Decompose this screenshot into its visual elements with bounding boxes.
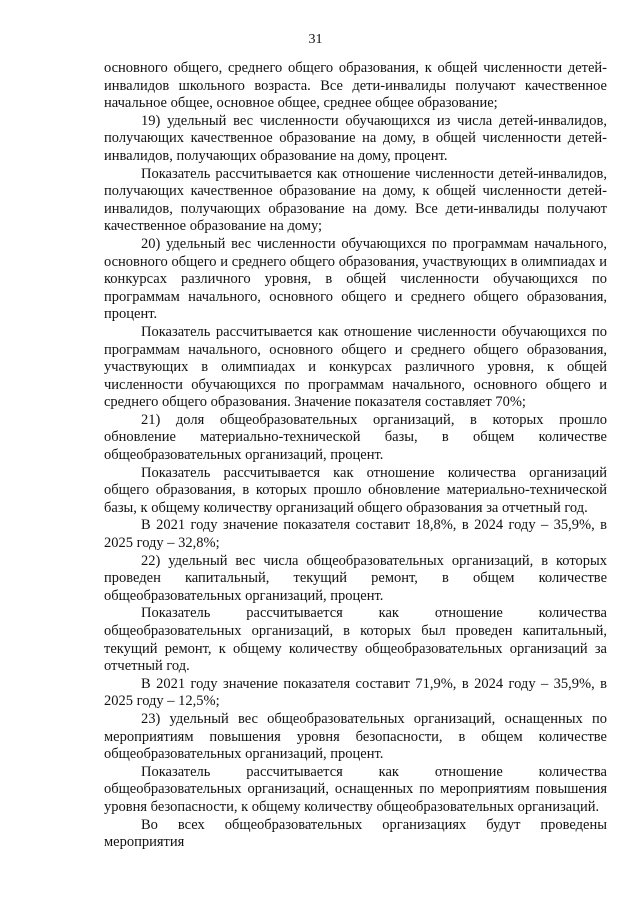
paragraph-item-22: 22) удельный вес числа общеобразовательных организаций, в которых проведен капитальный, текущий ремонт, в общем количестве общеобразовательных организаций, процент. (104, 552, 607, 604)
paragraph-final: Во всех общеобразовательных организациях будут проведены мероприятия (104, 816, 607, 851)
paragraph-item-22-calculation: Показатель рассчитывается как отношение количества общеобразовательных организаций, в которых был проведен капитальный, текущий ремонт, к общему количеству общеобразовательных организаций за отчетный год. (104, 605, 607, 675)
document-body (104, 60, 607, 852)
paragraph-continuation: основного общего, среднего общего образования, к общей численности детей-инвалидов школьного возраста. Все дети-инвалиды получают качественное начальное общее, основное общее, среднее общее образование; (104, 60, 607, 112)
paragraph-item-21: 21) доля общеобразовательных организаций, в которых прошло обновление материально-технической базы, в общем количестве общеобразовательных организаций, процент. (104, 411, 607, 464)
paragraph-item-22-values: В 2021 году значение показателя составит 71,9%, в 2024 году – 35,9%, в 2025 году – 12,5%; (104, 675, 607, 710)
paragraph-item-21-calculation: Показатель рассчитывается как отношение количества организаций общего образования, в которых прошло обновление материально-технической базы, к общему количеству организаций общего образования за отчетный год. (104, 464, 607, 516)
page-number: 31 (308, 32, 323, 47)
paragraph-item-19: 19) удельный вес численности обучающихся из числа детей-инвалидов, получающих качественное образование на дому, в общей численности детей-инвалидов, получающих образование на дому, процент. (104, 112, 607, 164)
paragraph-item-20: 20) удельный вес численности обучающихся по программам начального, основного общего и среднего общего образования, участвующих в олимпиадах и конкурсах различного уровня, в общей численности обучающихся по программам начального, основного общего и среднего общего образования, процент. (104, 235, 607, 323)
paragraph-item-23: 23) удельный вес общеобразовательных организаций, оснащенных по мероприятиям повышения уровня безопасности, в общем количестве общеобразовательных организаций, процент. (104, 710, 607, 763)
paragraph-item-19-calculation: Показатель рассчитывается как отношение численности детей-инвалидов, получающих качественное образование на дому, к общей численности детей-инвалидов, получающих образование на дому. Все дети-инвалиды получают качественное образование на дому; (104, 165, 607, 235)
paragraph-item-21-values: В 2021 году значение показателя составит 18,8%, в 2024 году – 35,9%, в 2025 году – 32,8%; (104, 517, 607, 552)
paragraph-item-23-calculation: Показатель рассчитывается как отношение количества общеобразовательных организаций, оснащенных по мероприятиям повышения уровня безопасности, к общему количеству общеобразовательных организаций. (104, 763, 607, 815)
paragraph-item-20-calculation: Показатель рассчитывается как отношение численности обучающихся по программам начального, основного общего и среднего общего образования, участвующих в олимпиадах и конкурсах различного уровня, к общей численности обучающихся по программам начального, основного общего и среднего общего образования. Значение показателя составляет 70%; (104, 323, 607, 411)
